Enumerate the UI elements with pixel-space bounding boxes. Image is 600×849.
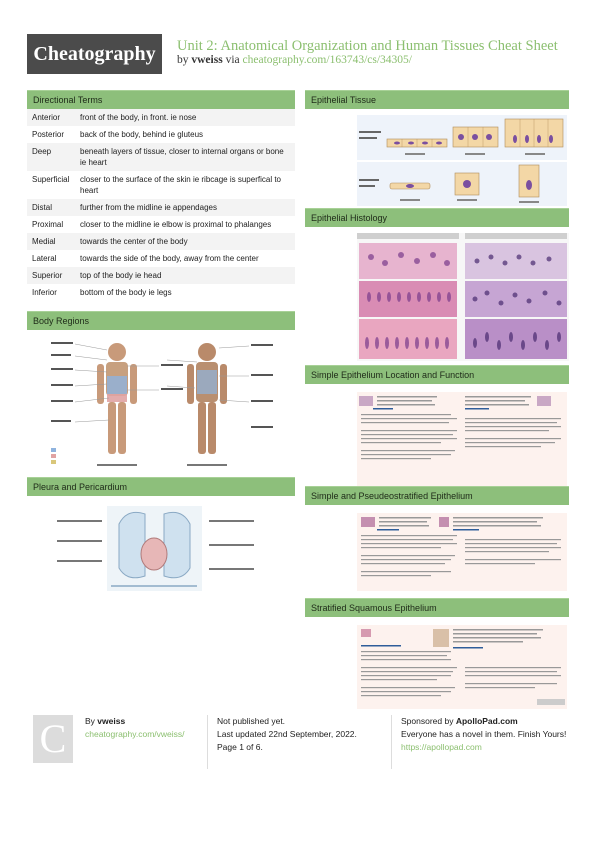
term-row bbox=[27, 267, 295, 284]
term-row bbox=[27, 233, 295, 250]
body-regions-panel bbox=[27, 311, 295, 471]
sponsor-text: Everyone has a novel in them. Finish Yours! bbox=[401, 729, 567, 739]
term-row bbox=[27, 199, 295, 216]
simple-epithelium-panel bbox=[305, 365, 569, 488]
epithelial-tissue-heading: Epithelial Tissue bbox=[305, 90, 569, 109]
term-name: Deep bbox=[27, 143, 75, 171]
term-row bbox=[27, 171, 295, 199]
left-column bbox=[27, 90, 295, 301]
body-regions-illustration bbox=[27, 336, 295, 471]
cheatography-logo[interactable]: Cheatography bbox=[27, 34, 162, 74]
footer-by-label: By bbox=[85, 716, 95, 726]
term-row bbox=[27, 216, 295, 233]
term-row bbox=[27, 126, 295, 143]
term-definition: front of the body, in front. ie nose bbox=[75, 109, 295, 126]
directional-terms-heading: Directional Terms bbox=[27, 90, 295, 109]
directional-terms-table bbox=[27, 109, 295, 301]
sponsor-name[interactable]: ApolloPad.com bbox=[455, 716, 518, 726]
author-avatar: C bbox=[33, 715, 73, 763]
term-name: Lateral bbox=[32, 254, 57, 263]
published-status: Not published yet. bbox=[217, 716, 286, 726]
term-definition: beneath layers of tissue, closer to internal organs or bone ie heart bbox=[75, 143, 295, 171]
footer-author-url[interactable]: cheatography.com/vweiss/ bbox=[85, 729, 185, 739]
byline bbox=[177, 54, 412, 66]
stratified-summary-figure bbox=[305, 621, 569, 711]
footer-sponsor bbox=[401, 715, 573, 754]
last-updated: Last updated 22nd September, 2022. bbox=[217, 729, 357, 739]
term-definition: bottom of the body ie legs bbox=[80, 288, 172, 297]
term-name: Posterior bbox=[32, 130, 65, 139]
sponsor-prefix: Sponsored by bbox=[401, 716, 454, 726]
epithelial-cell-shapes-figure bbox=[305, 113, 569, 208]
sheet-url-link[interactable]: cheatography.com/163743/cs/34305/ bbox=[242, 54, 412, 66]
stratified-squamous-heading: Stratified Squamous Epithelium bbox=[305, 598, 569, 617]
footer-author-name[interactable]: vweiss bbox=[97, 716, 126, 726]
pleura-illustration bbox=[27, 496, 295, 604]
term-definition: towards the side of the body, away from the center bbox=[80, 254, 259, 263]
sponsor-url[interactable]: https://apollopad.com bbox=[401, 742, 482, 752]
term-definition: closer to the surface of the skin ie ribcage is superfical to heart bbox=[80, 175, 281, 195]
term-name: Medial bbox=[27, 233, 75, 250]
epithelial-histology-panel bbox=[305, 208, 569, 361]
term-definition: closer to the midline ie elbow is proximal to phalanges bbox=[80, 220, 272, 229]
term-name: Distal bbox=[27, 199, 75, 216]
body-regions-heading: Body Regions bbox=[27, 311, 295, 330]
term-row bbox=[27, 250, 295, 267]
pleura-heading: Pleura and Pericardium bbox=[27, 477, 295, 496]
term-definition: towards the center of the body bbox=[75, 233, 295, 250]
term-definition: back of the body, behind ie gluteus bbox=[80, 130, 204, 139]
simple-epithelium-summary-figure bbox=[305, 388, 569, 488]
page-number: Page 1 of 6. bbox=[217, 742, 263, 752]
pleura-panel bbox=[27, 477, 295, 604]
page-footer bbox=[27, 715, 573, 785]
pseudostratified-heading: Simple and Pseudeostratified Epithelium bbox=[305, 486, 569, 505]
stratified-squamous-panel bbox=[305, 598, 569, 711]
term-name: Proximal bbox=[32, 220, 64, 229]
term-row bbox=[27, 284, 295, 301]
term-name: Anterior bbox=[27, 109, 75, 126]
footer-divider bbox=[391, 715, 392, 769]
sheet-title: Unit 2: Anatomical Organization and Human Tissues Cheat Sheet bbox=[177, 38, 558, 54]
term-row bbox=[27, 143, 295, 171]
pleura-figure bbox=[27, 496, 295, 604]
histology-micrographs-figure bbox=[305, 233, 569, 361]
term-row bbox=[27, 109, 295, 126]
term-name: Superior bbox=[27, 267, 75, 284]
pseudostratified-summary-figure bbox=[305, 509, 569, 593]
pseudostratified-panel bbox=[305, 486, 569, 593]
footer-author bbox=[85, 715, 225, 741]
term-definition: further from the midline ie appendages bbox=[75, 199, 295, 216]
via-label: via bbox=[225, 54, 240, 66]
epithelial-tissue-panel bbox=[305, 90, 569, 208]
term-name: Inferior bbox=[32, 288, 57, 297]
footer-status bbox=[217, 715, 387, 754]
body-regions-figure bbox=[27, 336, 295, 471]
term-name: Superficial bbox=[32, 175, 70, 184]
page-header bbox=[27, 34, 577, 74]
term-definition: top of the body ie head bbox=[75, 267, 295, 284]
epithelial-histology-heading: Epithelial Histology bbox=[305, 208, 569, 227]
author-link[interactable]: vweiss bbox=[191, 54, 223, 66]
by-label: by bbox=[177, 54, 189, 66]
simple-epithelium-heading: Simple Epithelium Location and Function bbox=[305, 365, 569, 384]
footer-divider bbox=[207, 715, 208, 769]
